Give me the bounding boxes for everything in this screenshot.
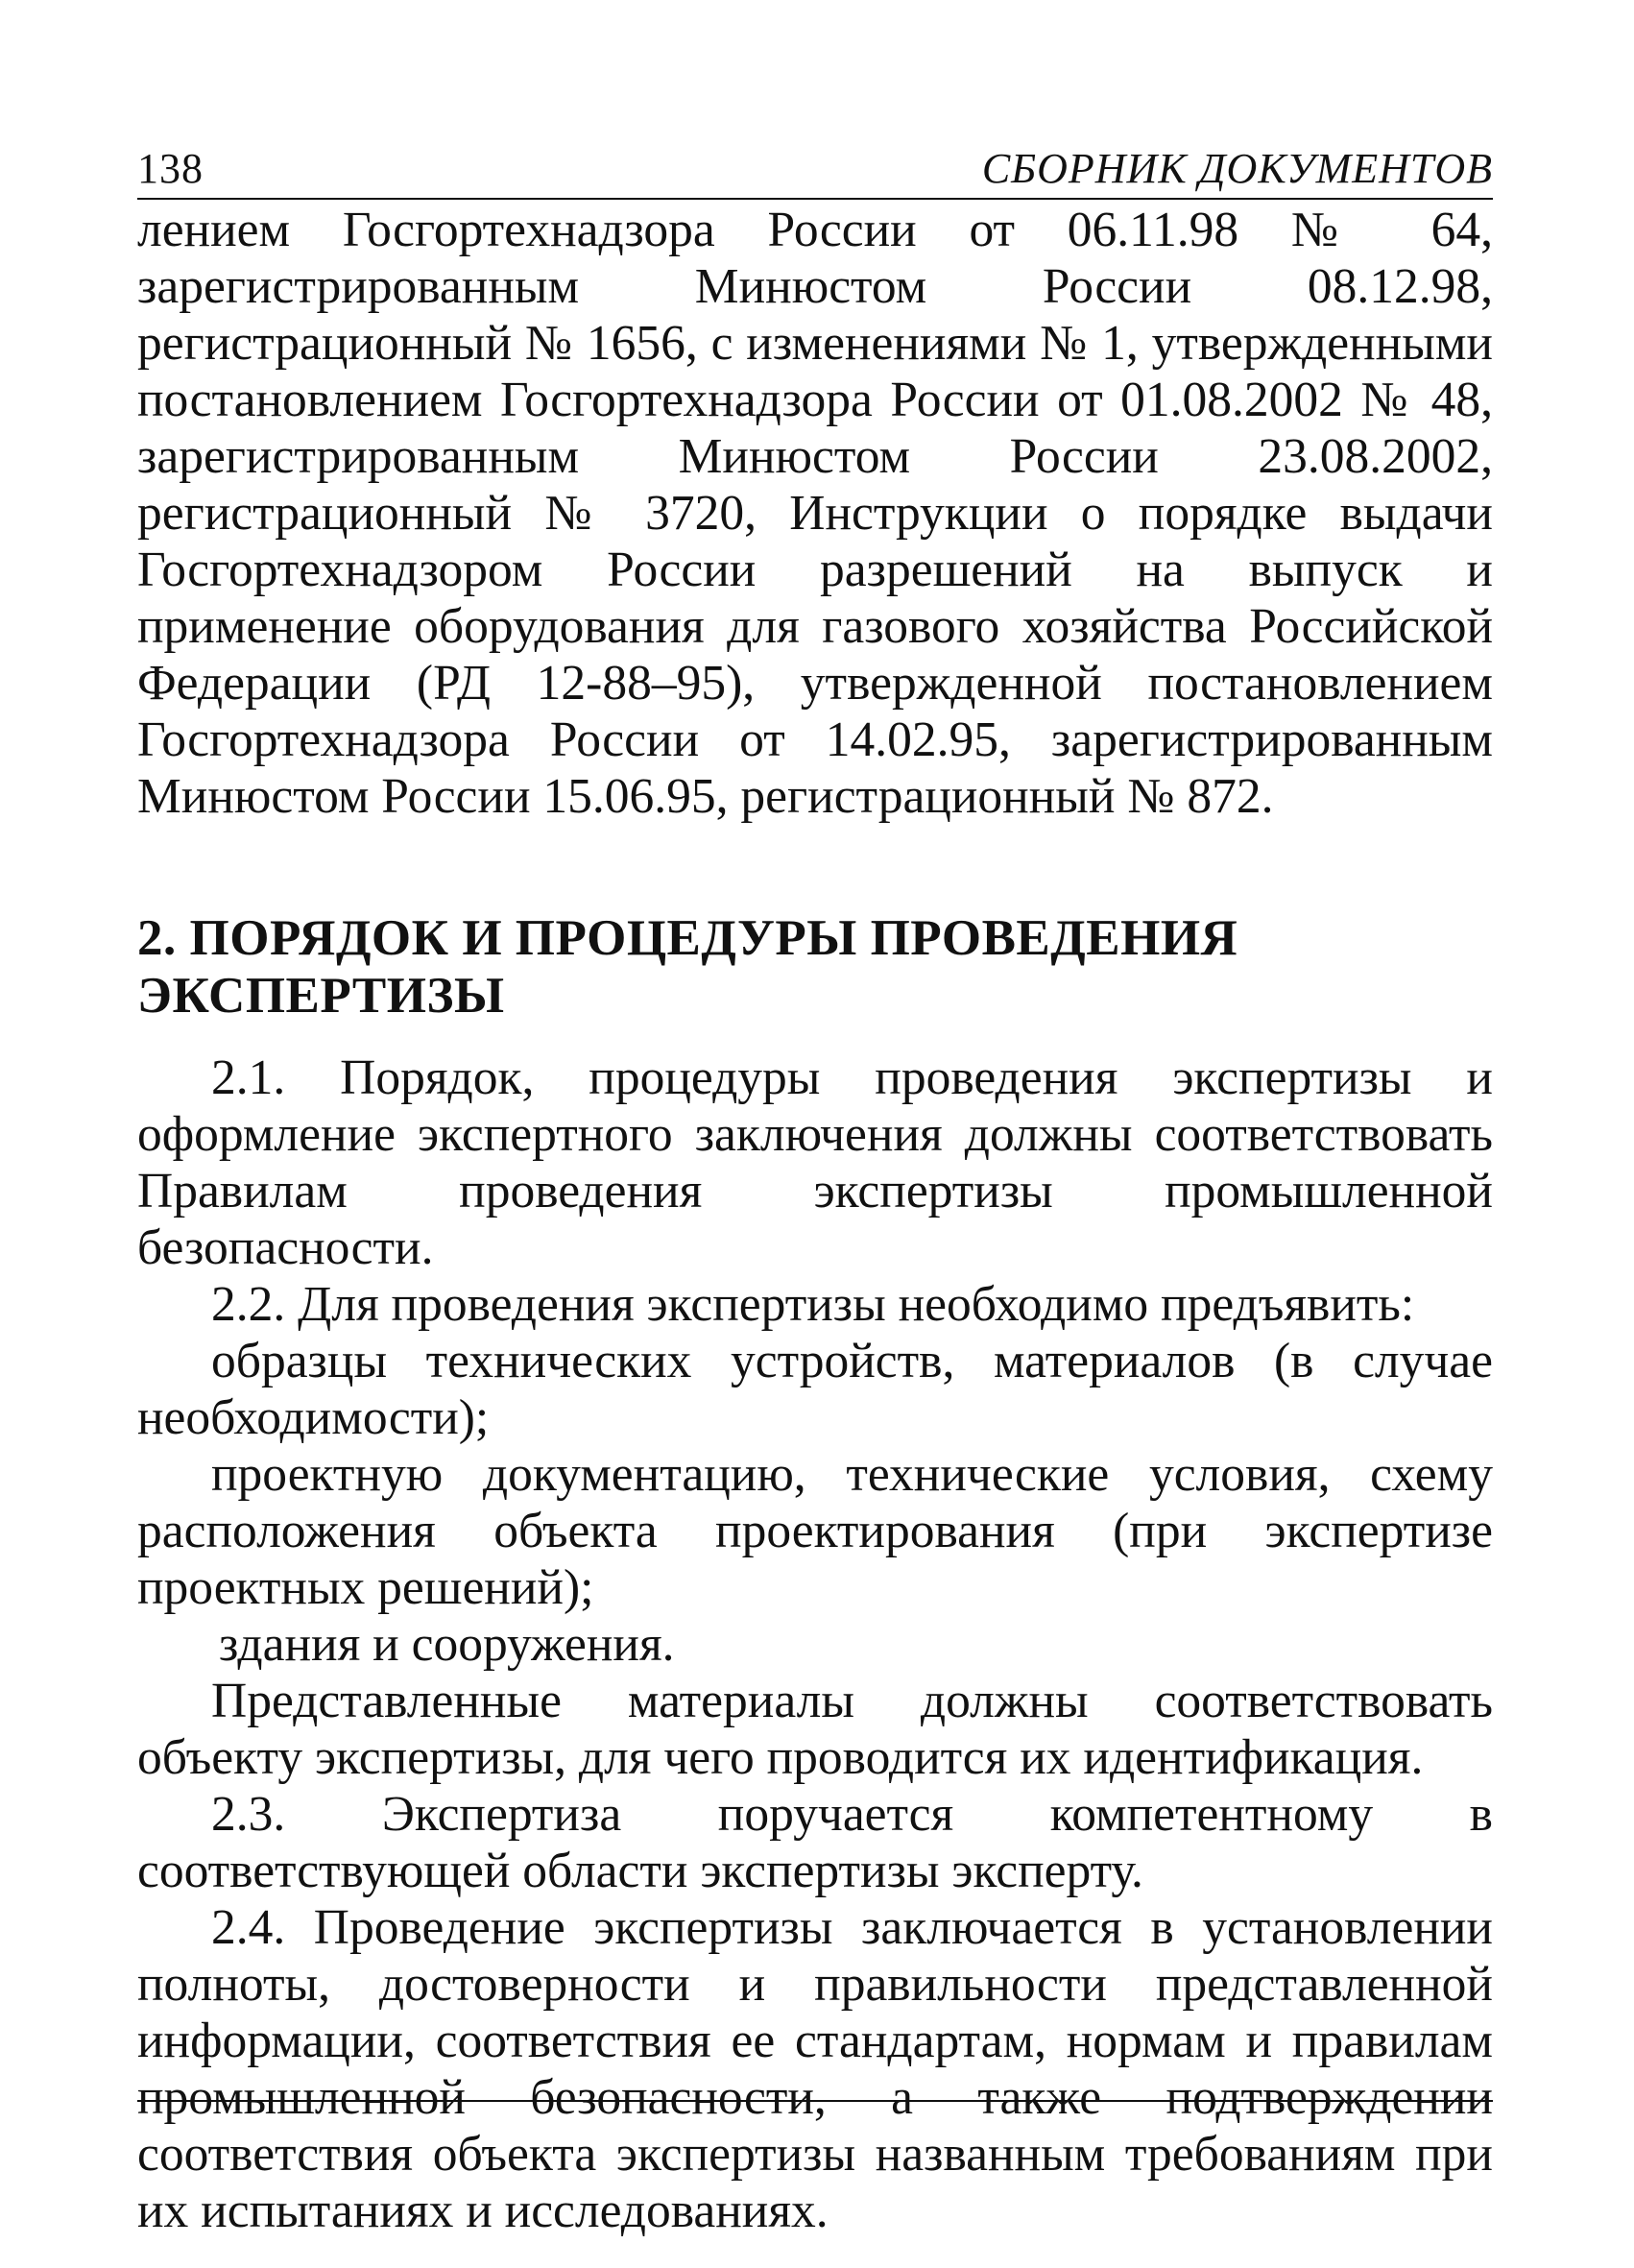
intro-paragraph: лением Госгортехнадзора России от 06.11.98 № 64, зарегистрированным Минюстом России 08.12.98, регистрационный № 1656, с изменениями № 1, утвержденными постановлением Госгортехнадзора России от 01.08.2002 № 48, зарегистрированным Минюстом России 23.08.2002, регистрационный № 3720, Инструкции о порядке выдачи Госгортехнадзором России разрешений на выпуск и применение оборудования для газового хозяйства Российской Федерации (РД 12-88–95), утвержденной постановлением Госгортехнадзора России от 14.02.95, зарегистрированным Минюстом России 15.06.95, регистрационный № 872. xyxy=(137,203,1493,824)
paragraph-2-3: 2.3. Экспертиза поручается компетентному в соответствующей области экспертизы эксперту. xyxy=(137,1787,1493,1898)
list-item-buildings: здания и сооружения. xyxy=(219,1617,675,1672)
list-item-samples: образцы технических устройств, материалов (в случае необходимости); xyxy=(137,1334,1493,1445)
paragraph-2-1: 2.1. Порядок, процедуры проведения экспертизы и оформление экспертного заключения должны соответствовать Правилам проведения экспертизы промышленной безопасности. xyxy=(137,1050,1493,1275)
paragraph-2-2: 2.2. Для проведения экспертизы необходимо предъявить: xyxy=(211,1277,1415,1332)
footer-rule xyxy=(137,2100,1493,2102)
running-title: СБОРНИК ДОКУМЕНТОВ xyxy=(981,145,1493,192)
intro-paragraph-block xyxy=(137,202,1493,825)
page-number: 138 xyxy=(137,145,204,192)
section-heading: 2. ПОРЯДОК И ПРОЦЕДУРЫ ПРОВЕДЕНИЯ ЭКСПЕРТИЗЫ xyxy=(137,910,1238,1024)
running-header xyxy=(137,144,1493,200)
paragraph-2-4: 2.4. Проведение экспертизы заключается в установлении полноты, достоверности и правильности представленной информации, соответствия ее стандартам, нормам и правилам промышленной безопасности, а также подтверждении соответствия объекта экспертизы названным требованиям при их испытаниях и исследованиях. xyxy=(137,1900,1493,2238)
page xyxy=(137,144,1493,2239)
list-item-project-docs: проектную документацию, технические условия, схему расположения объекта проектирования (при экспертизе проектных решений); xyxy=(137,1447,1493,1615)
section-body xyxy=(137,1050,1493,2239)
paragraph-materials: Представленные материалы должны соответствовать объекту экспертизы, для чего проводится их идентификация. xyxy=(137,1674,1493,1785)
